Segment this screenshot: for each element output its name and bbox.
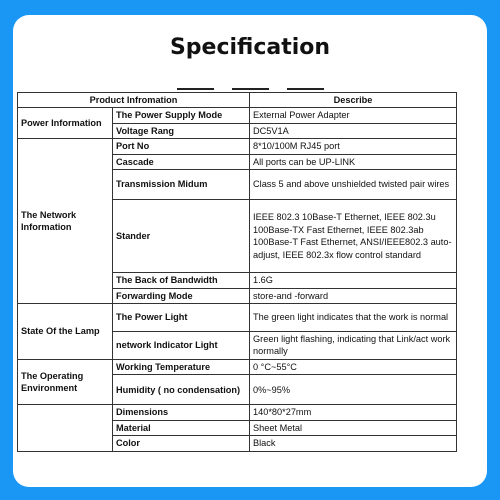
- table-row: [18, 359, 457, 374]
- row-value: All ports can be UP-LINK: [250, 154, 457, 169]
- row-value: 1.6G: [250, 273, 457, 288]
- row-value: 0 °C~55°C: [250, 359, 457, 374]
- header-describe: Describe: [250, 93, 457, 108]
- row-label: Color: [113, 436, 250, 451]
- header-product-info: Product Infromation: [18, 93, 250, 108]
- table-row: [18, 303, 457, 331]
- row-label: Material: [113, 420, 250, 435]
- group-power: Power Information: [18, 108, 113, 139]
- table-row: [18, 139, 457, 154]
- row-label: Humidity ( no condensation): [113, 375, 250, 405]
- table-row: [18, 405, 457, 420]
- row-label: Cascade: [113, 154, 250, 169]
- title-divider: [13, 88, 487, 90]
- row-label: The Power Light: [113, 303, 250, 331]
- row-value: Black: [250, 436, 457, 451]
- row-label: Port No: [113, 139, 250, 154]
- group-environment: The Operating Environment: [18, 359, 113, 404]
- group-other: [18, 405, 113, 451]
- divider-dash: [287, 88, 324, 90]
- row-label: network Indicator Light: [113, 331, 250, 359]
- row-value: Class 5 and above unshielded twisted pair wires: [250, 170, 457, 200]
- row-value: The green light indicates that the work is normal: [250, 303, 457, 331]
- row-label: Voltage Rang: [113, 123, 250, 138]
- page-title: Specification: [169, 35, 331, 60]
- row-value: Sheet Metal: [250, 420, 457, 435]
- row-value: 8*10/100M RJ45 port: [250, 139, 457, 154]
- row-value: 140*80*27mm: [250, 405, 457, 420]
- row-label: Transmission Midum: [113, 170, 250, 200]
- row-value: IEEE 802.3 10Base-T Ethernet, IEEE 802.3u 100Base-TX Fast Ethernet, IEEE 802.3ab 100Base-T Fast Ethernet, ANSI/IEEE802.3 auto-adjust, IEEE 802.3x flow control standard: [250, 200, 457, 273]
- row-label: Stander: [113, 200, 250, 273]
- spec-table: [17, 92, 457, 452]
- table-header-row: [18, 93, 457, 108]
- row-label: Forwarding Mode: [113, 288, 250, 303]
- row-value: DC5V1A: [250, 123, 457, 138]
- row-label: The Power Supply Mode: [113, 108, 250, 123]
- row-value: Green light flashing, indicating that Link/act work normally: [250, 331, 457, 359]
- table-row: [18, 108, 457, 123]
- row-label: Working Temperature: [113, 359, 250, 374]
- row-value: External Power Adapter: [250, 108, 457, 123]
- row-label: Dimensions: [113, 405, 250, 420]
- row-label: The Back of Bandwidth: [113, 273, 250, 288]
- divider-dash: [177, 88, 214, 90]
- group-network: The Network Information: [18, 139, 113, 304]
- group-lamp: State Of the Lamp: [18, 303, 113, 359]
- row-value: 0%~95%: [250, 375, 457, 405]
- divider-dash: [232, 88, 269, 90]
- row-value: store-and -forward: [250, 288, 457, 303]
